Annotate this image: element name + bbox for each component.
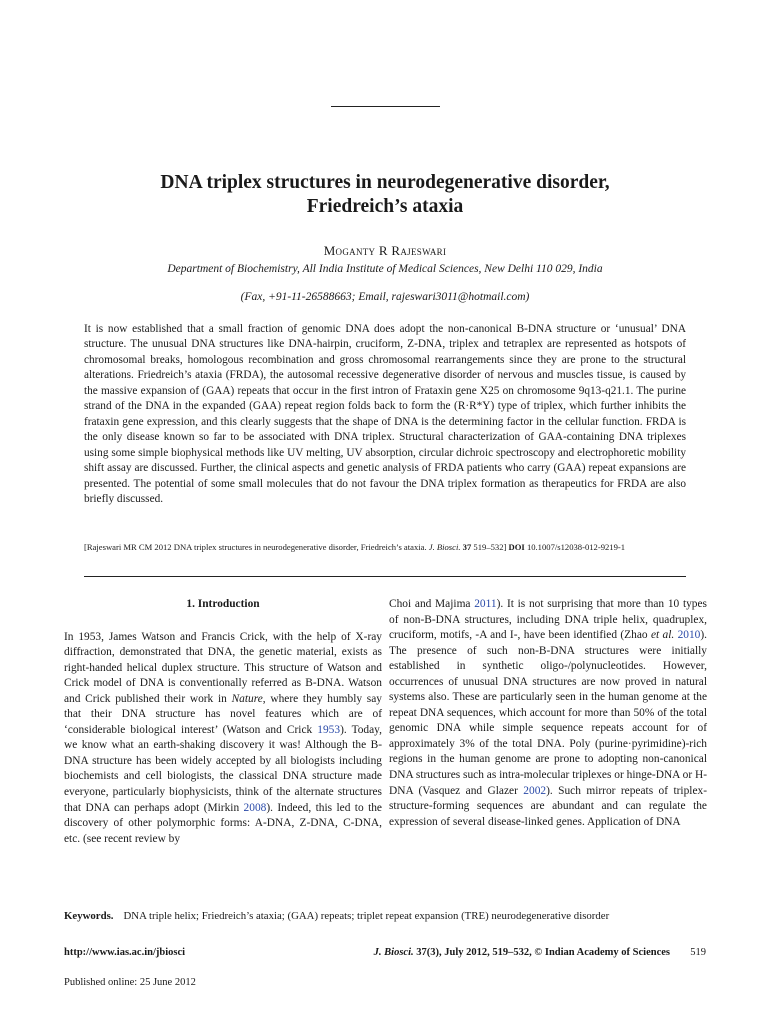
keywords-text: DNA triple helix; Friedreich’s ataxia; (GAA) repeats; triplet repeat expansion (TRE) neurodegenerative disorder [123,910,610,922]
journal-details: 37(3), July 2012, 519–532, © Indian Academy of Sciences [413,947,670,958]
reference-link[interactable]: 2011 [474,598,497,610]
citation-pages: 519–532] [473,542,507,552]
top-rule [331,106,440,107]
journal-name-nature: Nature [231,692,263,705]
citation-journal: J. Biosci. [428,542,461,552]
citation [84,540,686,554]
citation-rule [84,576,686,577]
journal-name: J. Biosci. [373,947,414,958]
section-heading: 1. Introduction [186,598,260,610]
intro-paragraph-left: In 1953, James Watson and Francis Crick, with the help of X-ray diffraction, demonstrated that DNA, the genetic material, exists as right-handed helical duplex structure. This structure of Watson and Crick model of DNA is conventionally referred as B-DNA. Watson and Crick published their work in Nature, where they humbly say that their DNA structure has novel features which are of ‘considerable biological interest’ (Watson and Crick 1953). Today, we know what an earth-shaking discovery it was! Although the B-DNA structure has been widely accepted by all biologists including biochemists and cell biologists, the classical DNA structure made everyone, particularly biophysicists, think of the alternate structures that DNA can perhaps adopt (Mirkin 2008). Indeed, this led to the discovery of other polymorphic forms: A-DNA, Z-DNA, C-DNA, etc. (see recent review by [64,630,382,845]
published-date: Published online: 25 June 2012 [64,977,196,988]
reference-link[interactable]: 2008 [243,801,267,814]
journal-info [374,947,670,958]
keywords-label: Keywords. [64,910,114,922]
journal-url-link[interactable]: http://www.ias.ac.in/jbiosci [64,947,186,958]
author-affiliation: Department of Biochemistry, All India Institute of Medical Sciences, New Delhi 110 029, India [167,263,603,275]
reference-link[interactable]: 1953 [317,723,341,736]
page-footer [64,947,706,963]
paper-title [64,171,706,219]
author-name: Moganty R Rajeswari [323,243,447,258]
keywords [64,910,706,922]
et-al: et al. [650,629,675,642]
intro-paragraph-right: Choi and Majima 2011). It is not surprising that more than 10 types of non-B-DNA structures, including DNA triple helix, quadruplex, cruciform, motifs, -A and I-, have been identified (Zhao et al. 2010). The presence of such non-B-DNA structures were initially established in synthetic oligo-/polynucleotides. However, occurrences of unusual DNA structures are now proved in natural systems also. These are particularly seen in the human genome at the repeat DNA sequences, which account for more than 50% of the total genomic DNA while simple sequence repeats account for of approximately 3% of the total DNA. Poly (purine·pyrimidine)-rich regions in the human genome are prone to adopting non-canonical DNA structures such as intra-molecular triplexes or hinge-DNA or H-DNA (Vasquez and Glazer 2002). Such mirror repeats of triplex-structure-forming sequences are abundant and can regulate the expression of several disease-linked genes. Application of DNA [389,598,707,828]
citation-volume: 37 [462,542,472,552]
citation-prefix: [Rajeswari MR CM 2012 DNA triplex structures in neurodegenerative disorder, Friedreich’s ataxia. [84,542,427,552]
citation-doi: 10.1007/s12038-012-9219-1 [526,542,626,552]
title-line-2: Friedreich’s ataxia [306,196,464,217]
abstract: It is now established that a small fraction of genomic DNA does adopt the non-canonical B-DNA structure or ‘unusual’ DNA structure. The unusual DNA structures like DNA-hairpin, cruciform, Z-DNA, triplex and tetraplex are represented as hotspots of chromosomal breaks, homologous recombination and gross chromosomal rearrangements since they are prone to the structural alterations. Friedreich’s ataxia (FRDA), the autosomal recessive degenerative disorder of nervous and muscles tissue, is caused by the massive expansion of (GAA) repeats that occur in the first intron of Frataxin gene X25 on chromosome 9q13-q21.1. The purine strand of the DNA in the expanded (GAA) repeat region folds back to form the (R·R*Y) type of triplex, which further inhibits the frataxin gene expression, and this clearly suggests that the shape of DNA is the determining factor in the cellular function. FRDA is the only disease known so far to be associated with DNA triplex. Structural characterization of GAA-containing DNA triplexes using some simple biophysical methods like UV melting, UV absorption, circular dichroic spectroscopy and electrophoretic mobility shift assay are discussed. Further, the clinical aspects and genetic analysis of FRDA patients who carry (GAA) repeat expansions are presented. The potential of some small molecules that do not favour the DNA triplex formation as therapeutics for FRDA are also briefly discussed. [84,323,686,505]
citation-doi-label: DOI [508,542,525,552]
right-column [389,597,707,830]
left-column [64,597,382,847]
author-contact: (Fax, +91-11-26588663; Email, rajeswari3011@hotmail.com) [240,291,530,303]
reference-link[interactable]: 2010 [677,629,701,642]
page-number: 519 [690,947,706,958]
title-line-1: DNA triplex structures in neurodegenerative disorder, [160,172,610,193]
reference-link[interactable]: 2002 [523,784,547,797]
